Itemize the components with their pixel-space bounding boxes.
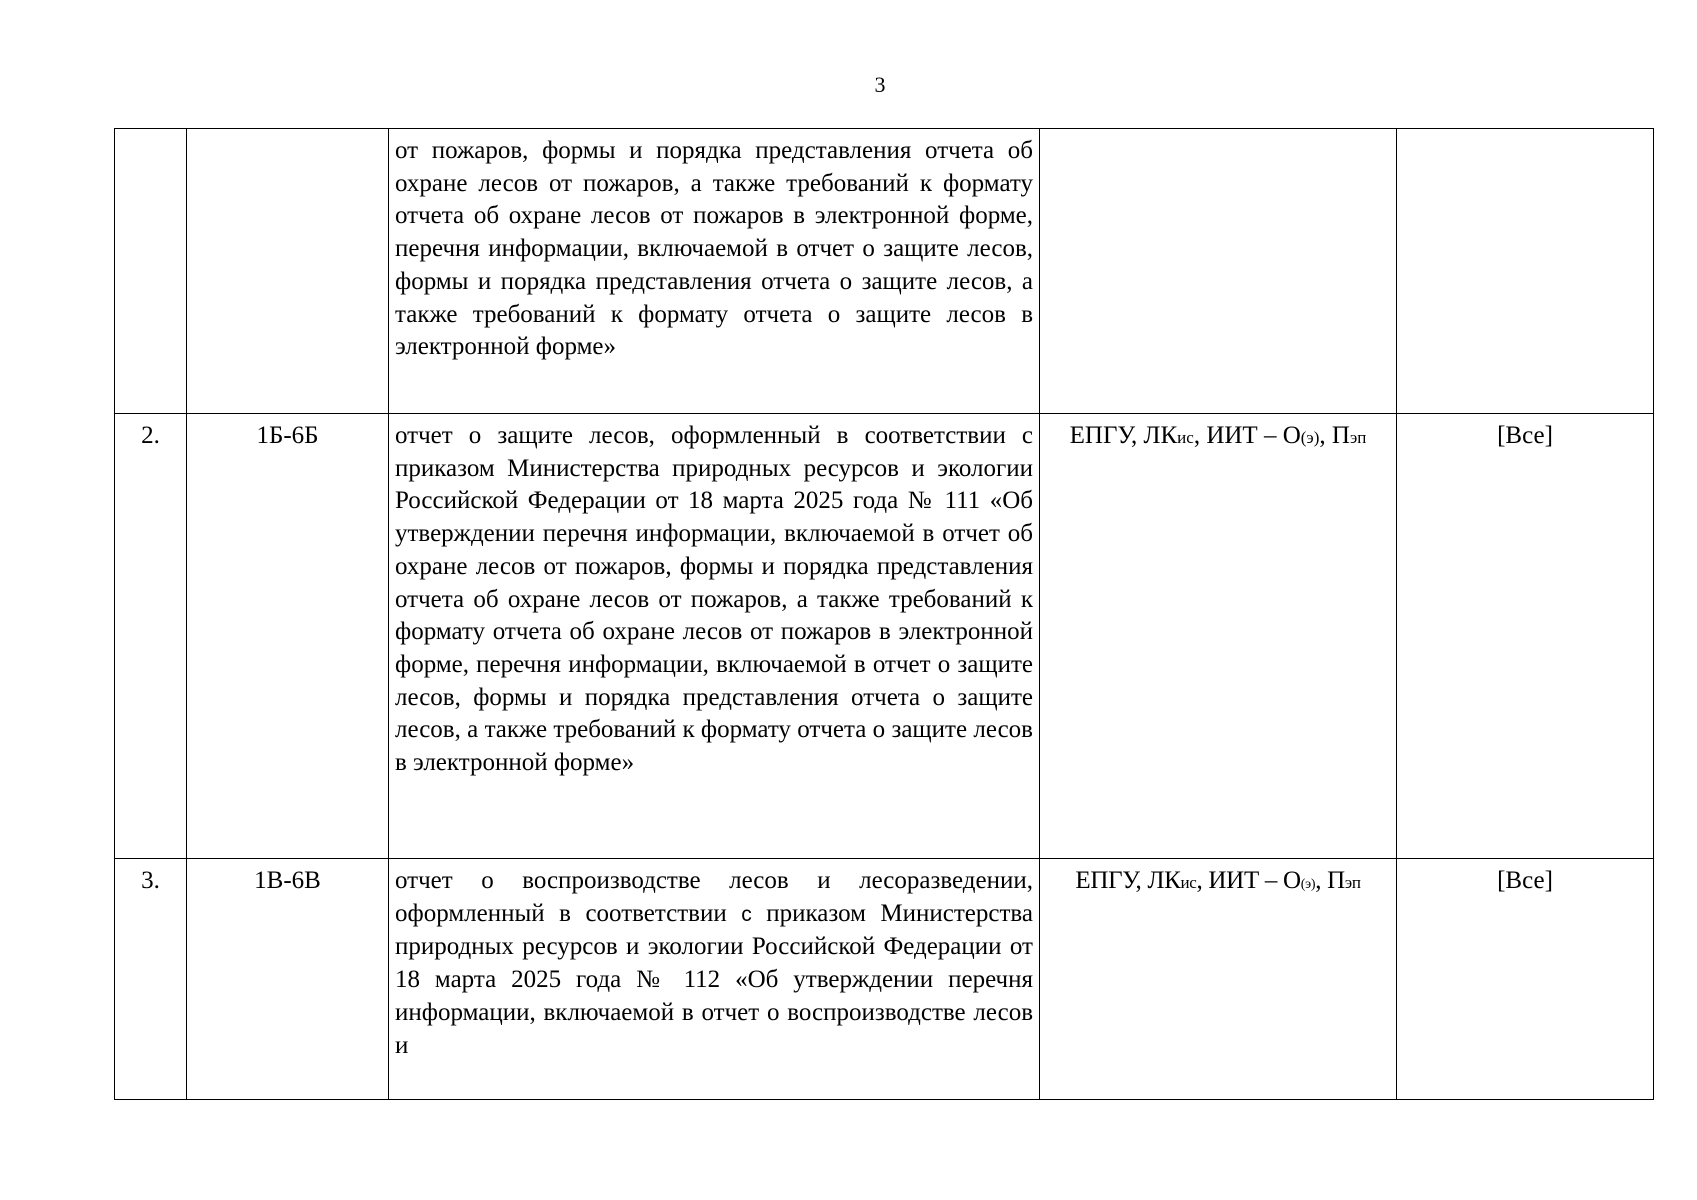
cell-code bbox=[187, 129, 389, 414]
channel-subscript: ис bbox=[1180, 873, 1197, 892]
channel-text: ЕПГУ, ЛК bbox=[1075, 867, 1181, 894]
cell-description: от пожаров, формы и порядка представления отчета об охране лесов от пожаров, а также требований к формату отчета об охране лесов от пожаров в электронной форме, перечня информации, включаемой в отчет о защите лесов, формы и порядка представления отчета о защите лесов, а также требований к формату отчета о защите лесов в электронной форме» bbox=[389, 129, 1040, 414]
description-part: с bbox=[741, 902, 752, 926]
cell-description: отчет о защите лесов, оформленный в соответствии с приказом Министерства природных ресурсов и экологии Российской Федерации от 18 марта 2025 года № 111 «Об утверждении перечня информации, включаемой в отчет об охране лесов от пожаров, формы и порядка представления отчета об охране лесов от пожаров, а также требований к формату отчета об охране лесов от пожаров в электронной форме, перечня информации, включаемой в отчет о защите лесов, формы и порядка представления отчета о защите лесов, а также требований к формату отчета о защите лесов в электронной форме» bbox=[389, 414, 1040, 859]
cell-code: 1В-6В bbox=[187, 859, 389, 1100]
channel-subscript: (э) bbox=[1300, 877, 1316, 892]
cell-applicants: [Все] bbox=[1397, 414, 1654, 859]
channel-subscript: ис bbox=[1177, 428, 1194, 447]
channel-subscript: (э) bbox=[1300, 428, 1320, 447]
cell-description bbox=[389, 859, 1040, 1100]
channel-text: , ИИТ – О bbox=[1196, 867, 1301, 894]
cell-code: 1Б-6Б bbox=[187, 414, 389, 859]
cell-channels bbox=[1040, 129, 1397, 414]
cell-channels bbox=[1040, 859, 1397, 1100]
cell-number bbox=[115, 129, 187, 414]
channel-text: ЕПГУ, ЛК bbox=[1069, 422, 1178, 449]
table-row bbox=[115, 414, 1654, 859]
description-part: отчет о воспроизводстве лесов и лесоразведении, оформленный в соответствии bbox=[395, 867, 1033, 927]
cell-applicants bbox=[1397, 129, 1654, 414]
channel-subscript: эп bbox=[1344, 873, 1361, 892]
document-table bbox=[114, 128, 1654, 1100]
channel-text: , ИИТ – О bbox=[1193, 422, 1301, 449]
cell-channels bbox=[1040, 414, 1397, 859]
cell-number: 3. bbox=[115, 859, 187, 1100]
cell-applicants: [Все] bbox=[1397, 859, 1654, 1100]
channel-subscript: эп bbox=[1349, 428, 1367, 447]
description-part: приказом Министерства природных ресурсов и экологии Российской Федерации от 18 марта 2025 года № 112 «Об утверждении перечня информации, включаемой в отчет о воспроизводстве лесов и bbox=[395, 899, 1033, 1059]
page-number: 3 bbox=[874, 72, 886, 97]
channel-text: , П bbox=[1315, 867, 1345, 894]
table-row bbox=[115, 129, 1654, 414]
channel-text: , П bbox=[1319, 422, 1350, 449]
cell-number: 2. bbox=[115, 414, 187, 859]
table-row bbox=[115, 859, 1654, 1100]
